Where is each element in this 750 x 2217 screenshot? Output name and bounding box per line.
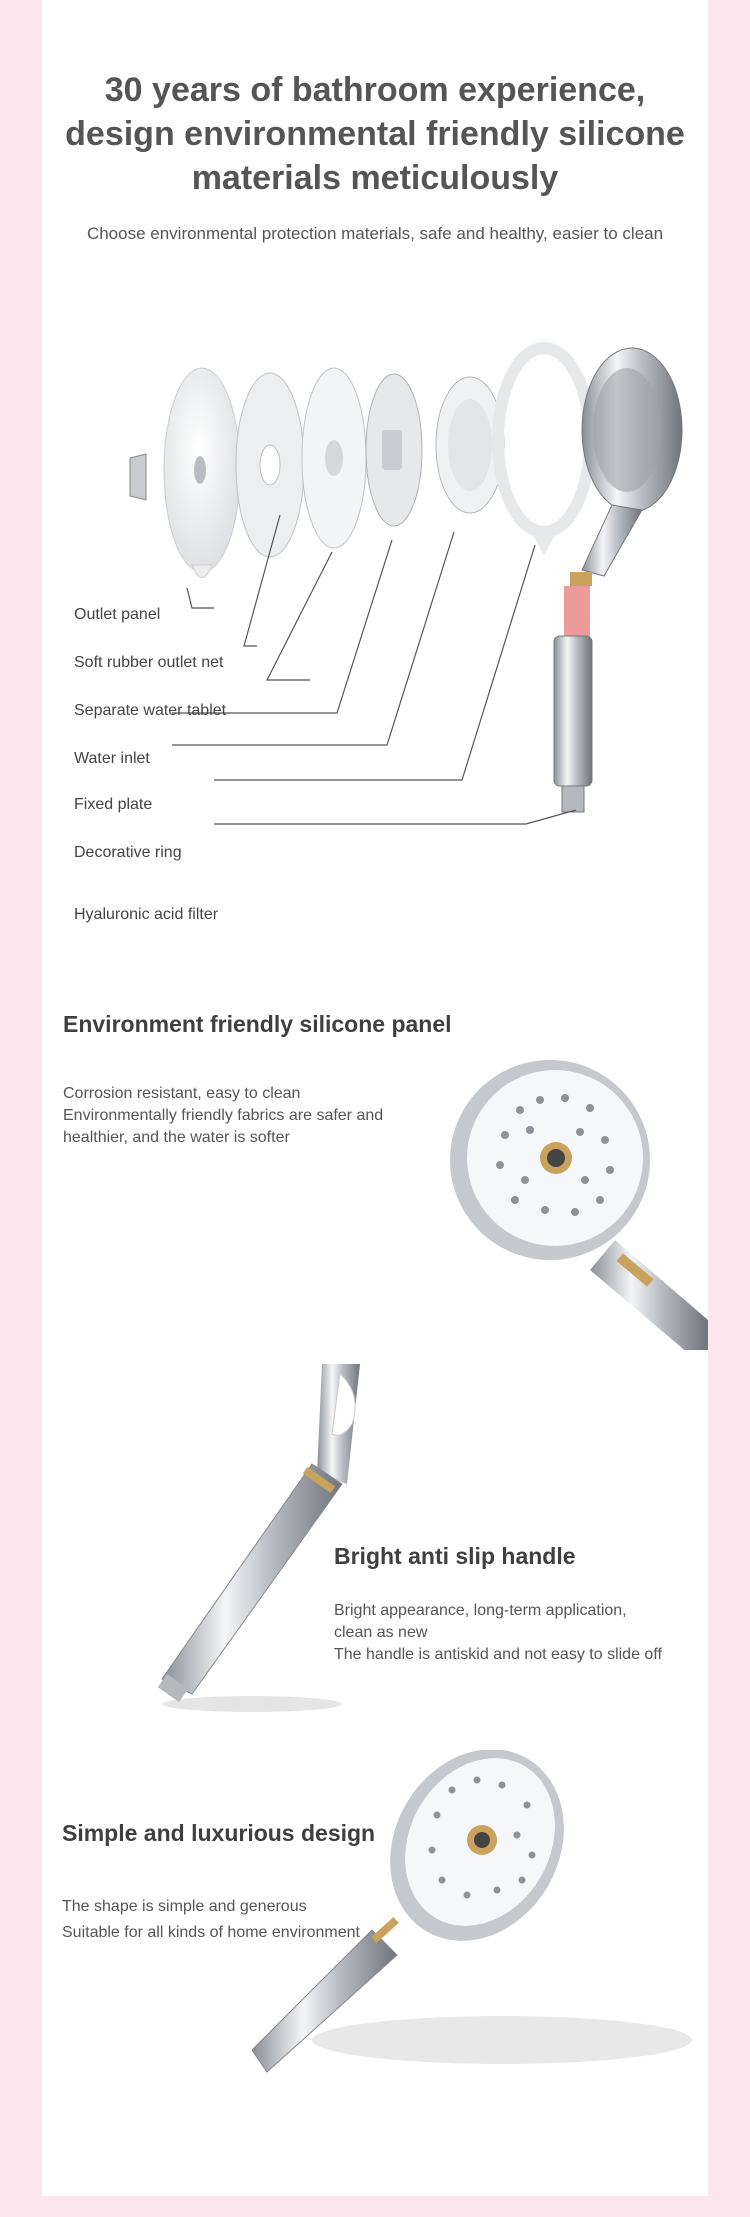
filter-connector bbox=[554, 572, 592, 812]
callout-decorative-ring: Decorative ring bbox=[74, 844, 182, 861]
shower-head-body bbox=[582, 348, 682, 576]
feature-line: The handle is antiskid and not easy to slide off bbox=[334, 1646, 662, 1663]
feature-line: Environmentally friendly fabrics are safer and bbox=[63, 1107, 384, 1124]
callout-fixed-plate: Fixed plate bbox=[74, 796, 153, 813]
callout-water-inlet: Water inlet bbox=[74, 750, 150, 767]
luxurious-design-image bbox=[252, 1750, 692, 2100]
feature-title-silicone-panel: Environment friendly silicone panel bbox=[63, 1011, 452, 1037]
water-tablet-part bbox=[302, 368, 366, 548]
callout-separate-water-tablet: Separate water tablet bbox=[74, 702, 227, 719]
callout-outlet-panel: Outlet panel bbox=[74, 606, 161, 623]
feature-line: Suitable for all kinds of home environment bbox=[62, 1924, 360, 1941]
headline-line-2: design environmental friendly silicone bbox=[65, 115, 685, 153]
callout-soft-rubber-outlet-net: Soft rubber outlet net bbox=[74, 654, 224, 671]
feature-line: healthier, and the water is softer bbox=[63, 1129, 290, 1146]
outlet-panel-part bbox=[164, 368, 240, 578]
feature-title-anti-slip-handle: Bright anti slip handle bbox=[334, 1543, 576, 1569]
product-page bbox=[42, 0, 708, 2196]
silicone-panel-image bbox=[440, 1040, 708, 1350]
feature-line: clean as new bbox=[334, 1624, 428, 1641]
callout-leader-lines bbox=[172, 515, 576, 824]
feature-line: Bright appearance, long-term application, bbox=[334, 1602, 627, 1619]
feature-text-silicone-panel bbox=[63, 1083, 383, 1149]
feature-line: The shape is simple and generous bbox=[62, 1898, 307, 1915]
callout-hyaluronic-acid-filter: Hyaluronic acid filter bbox=[74, 906, 219, 923]
feature-text-anti-slip-handle bbox=[334, 1600, 662, 1666]
outlet-net-part bbox=[236, 373, 304, 557]
clip-part bbox=[130, 454, 146, 500]
water-inlet-part bbox=[366, 374, 422, 526]
headline-line-3: materials meticulously bbox=[191, 159, 559, 197]
headline-line-1: 30 years of bathroom experience, bbox=[104, 71, 646, 109]
feature-title-luxurious-design: Simple and luxurious design bbox=[62, 1820, 376, 1846]
feature-line: Corrosion resistant, easy to clean bbox=[63, 1085, 301, 1102]
page-subline: Choose environmental protection materials, safe and healthy, easier to clean bbox=[86, 224, 664, 243]
page-headline bbox=[42, 68, 708, 200]
decorative-ring-part bbox=[498, 348, 590, 555]
